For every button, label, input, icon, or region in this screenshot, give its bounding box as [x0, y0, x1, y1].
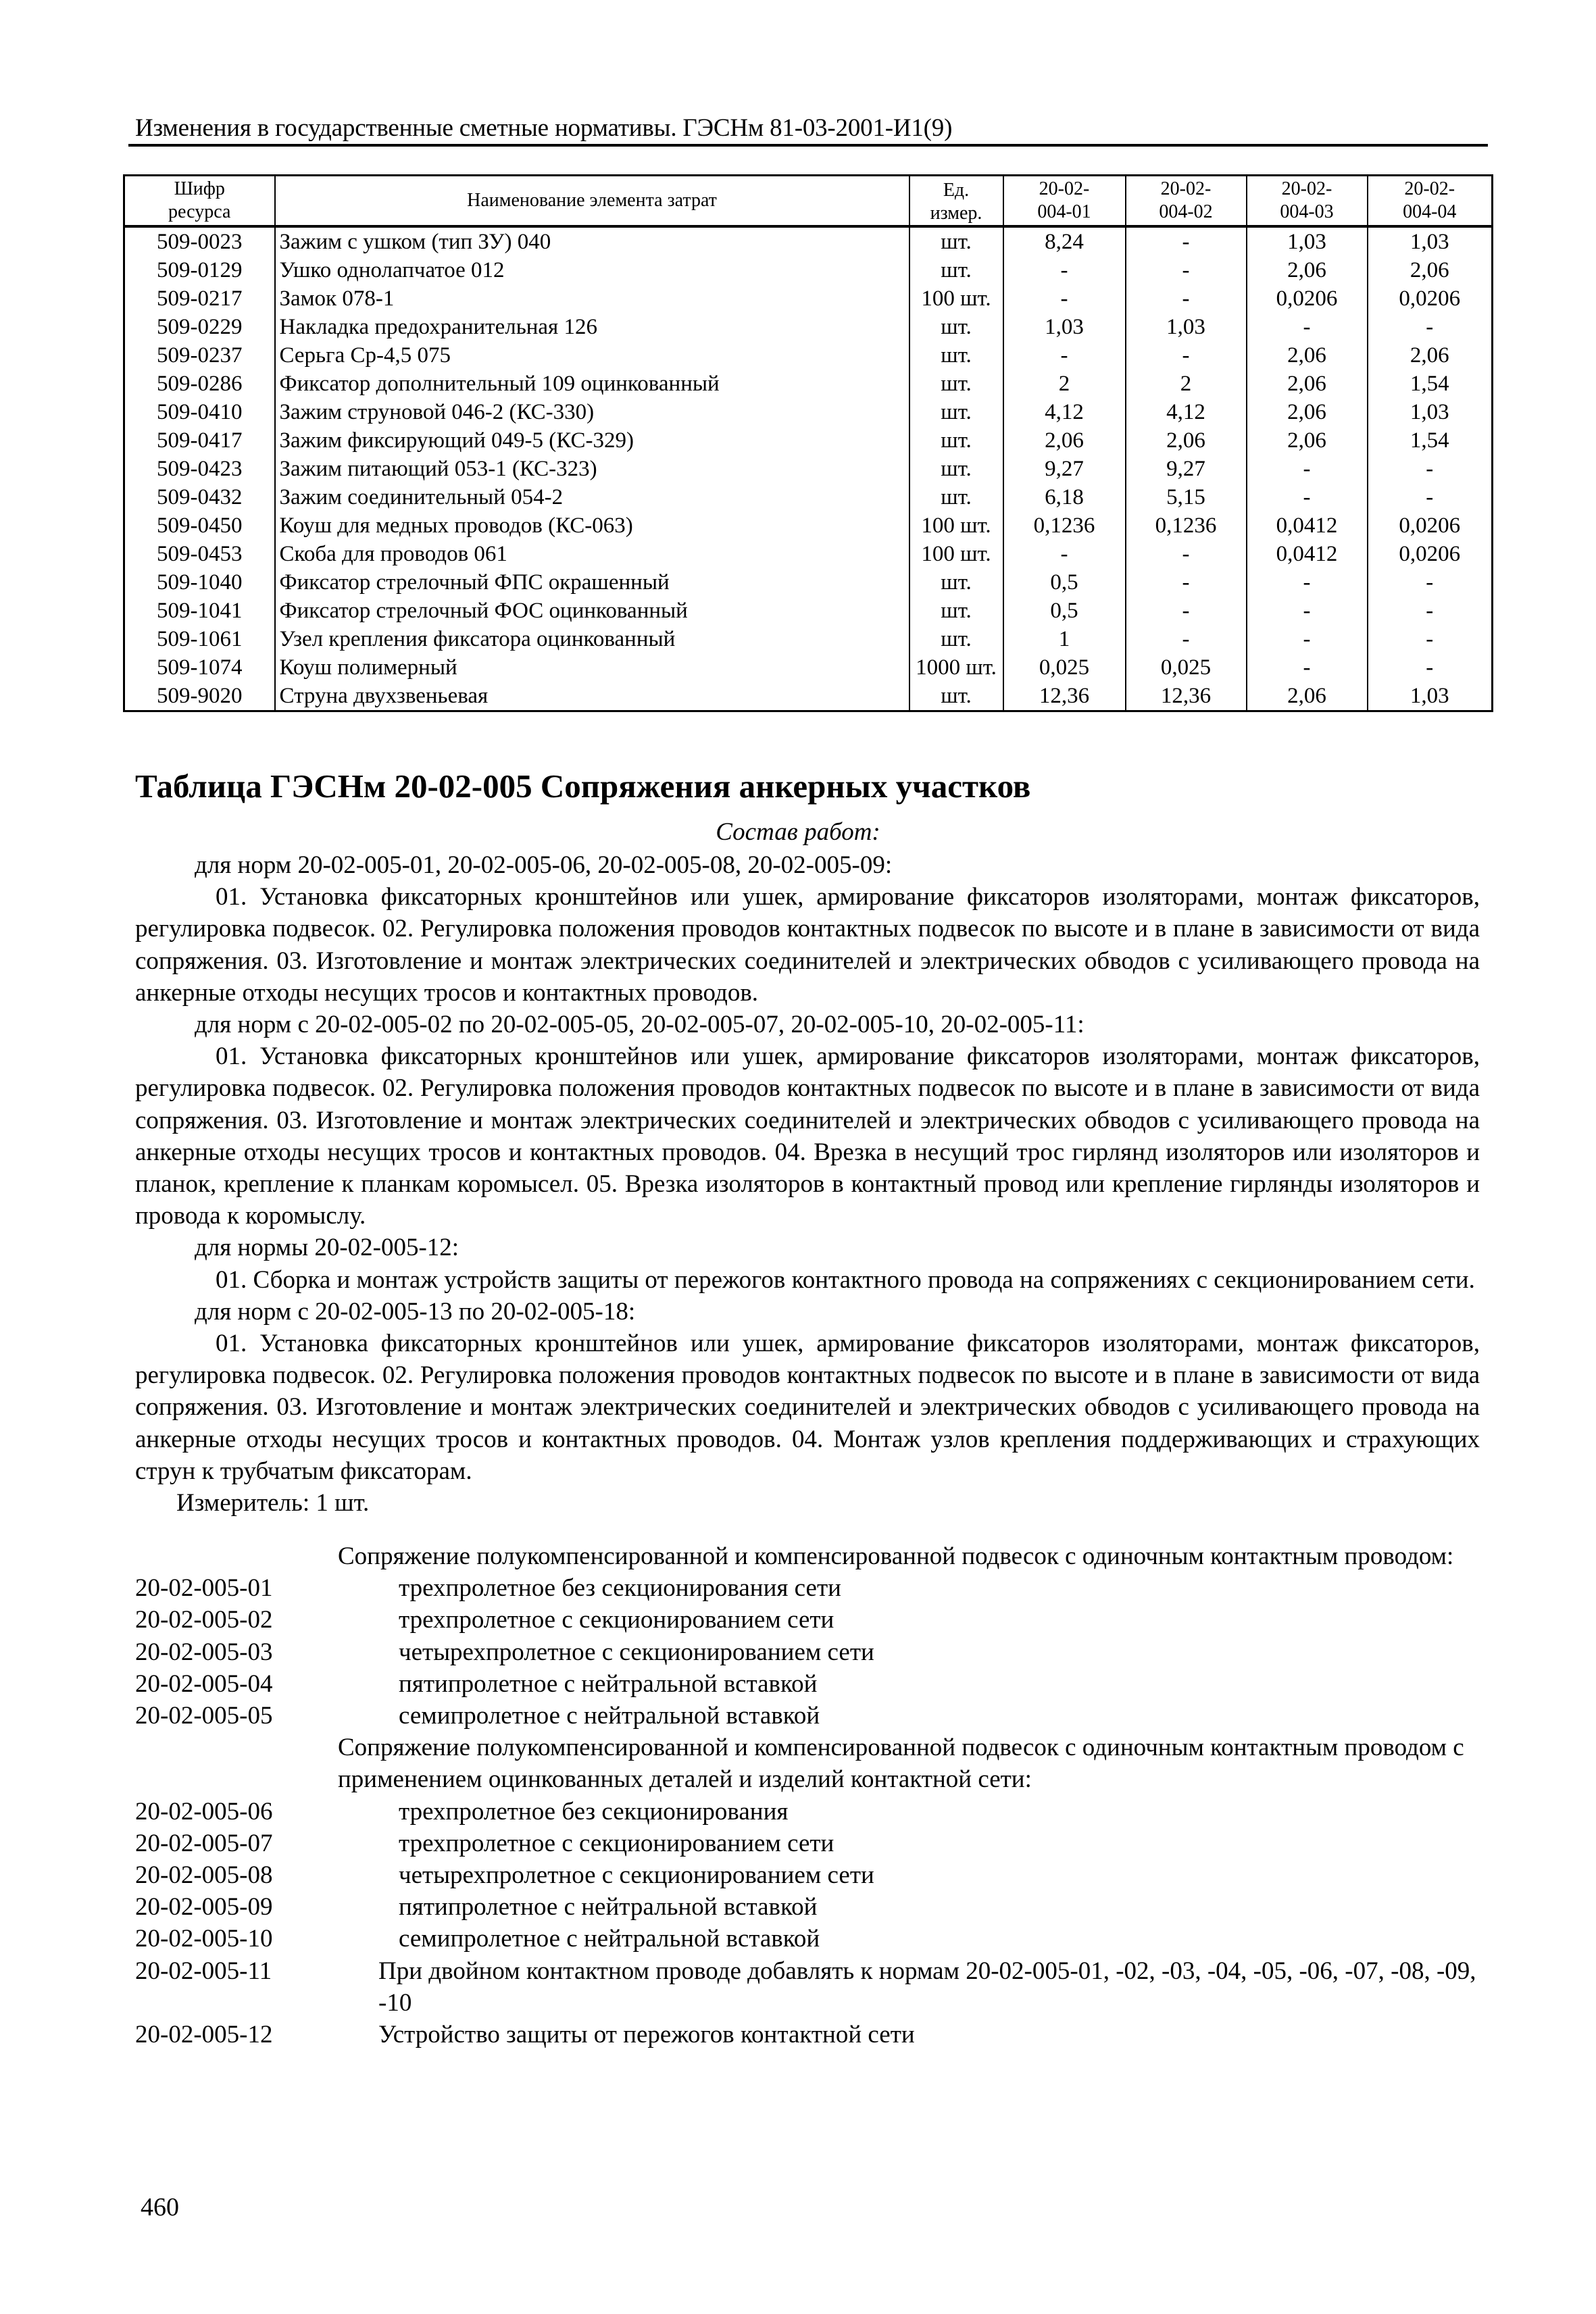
value-004-03: -: [1247, 313, 1368, 341]
table-row: [124, 682, 1493, 711]
norm-item: [135, 1700, 1480, 1732]
norm-item: [135, 1796, 1480, 1828]
value-004-04: -: [1368, 653, 1493, 682]
page-number: 460: [141, 2193, 179, 2221]
value-004-03: -: [1247, 455, 1368, 483]
value-004-03: 2,06: [1247, 256, 1368, 284]
resource-name: Коуш для медных проводов (КС-063): [275, 511, 909, 540]
value-004-01: 8,24: [1003, 226, 1126, 256]
value-004-03: -: [1247, 568, 1368, 597]
norm-scope: для норм с 20-02-005-13 по 20-02-005-18:: [195, 1297, 636, 1326]
resource-unit: 100 шт.: [909, 540, 1003, 568]
value-004-04: -: [1368, 455, 1493, 483]
work-description: 01. Сборка и монтаж устройств защиты от пережогов контактного провода на сопряжениях с секционированием сети.: [216, 1265, 1475, 1294]
value-004-02: -: [1126, 568, 1247, 597]
norm-code: 20-02-005-10: [135, 1925, 273, 1953]
norm-description: четырехпролетное с секционированием сети: [399, 1861, 874, 1890]
resource-name: Зажим фиксирующий 049-5 (КС-329): [275, 426, 909, 455]
value-004-01: 9,27: [1003, 455, 1126, 483]
resource-name: Зажим струновой 046-2 (КС-330): [275, 398, 909, 426]
table-row: [124, 398, 1493, 426]
col-header-004-01: 20-02- 004-01: [1003, 176, 1126, 227]
resource-name: Зажим с ушком (тип ЗУ) 040: [275, 226, 909, 256]
col-header-004-02: 20-02- 004-02: [1126, 176, 1247, 227]
value-004-02: -: [1126, 256, 1247, 284]
resource-unit: шт.: [909, 483, 1003, 511]
resource-name: Фиксатор стрелочный ФОС оцинкованный: [275, 597, 909, 625]
value-004-02: 5,15: [1126, 483, 1247, 511]
norm-description: пятипролетное с нейтральной вставкой: [399, 1669, 818, 1698]
table-row: [124, 483, 1493, 511]
norm-code: 20-02-005-02: [135, 1606, 273, 1634]
work-description: 01. Установка фиксаторных кронштейнов или ушек, армирование фиксаторов изоляторами, монтаж фиксаторов, регулировка подвесок. 02. Регулировка положения проводов контактных подвесок по высоте и в плане в зависимости от вида сопряжения. 03. Изготовление и монтаж электрических соединителей и электрических обводов с усиливающего провода на анкерные отходы несущих тросов и контактных проводов. 04. Врезка в несущий трос гирлянд изоляторов или изоляторов и планок, крепление к планкам коромысел. 05. Врезка изоляторов в контактный провод или крепление гирлянды изоляторов и провода к коромыслу.: [135, 1042, 1480, 1230]
value-004-02: -: [1126, 625, 1247, 653]
value-004-01: 1,03: [1003, 313, 1126, 341]
value-004-01: 0,5: [1003, 568, 1126, 597]
norm-code: 20-02-005-04: [135, 1669, 273, 1698]
norm-description: семипролетное с нейтральной вставкой: [399, 1925, 820, 1953]
value-004-04: -: [1368, 483, 1493, 511]
value-004-04: -: [1368, 313, 1493, 341]
norm-description: При двойном контактном проводе добавлять к нормам 20-02-005-01, -02, -03, -04, -05, -06, -07, -08, -09, -10: [378, 1957, 1476, 2017]
value-004-02: 0,025: [1126, 653, 1247, 682]
value-004-04: 2,06: [1368, 341, 1493, 370]
resource-code: 509-0432: [124, 483, 275, 511]
norm-code: 20-02-005-08: [135, 1861, 273, 1890]
norm-scope: для норм 20-02-005-01, 20-02-005-06, 20-02-005-08, 20-02-005-09:: [195, 851, 893, 879]
table-row: [124, 284, 1493, 313]
resource-code: 509-1061: [124, 625, 275, 653]
resource-code: 509-0023: [124, 226, 275, 256]
table-row: [124, 653, 1493, 682]
value-004-03: 2,06: [1247, 398, 1368, 426]
section-subtitle: Состав работ:: [716, 818, 880, 846]
resource-name: Зажим соединительный 054-2: [275, 483, 909, 511]
norm-description: трехпролетное с секционированием сети: [399, 1606, 834, 1634]
value-004-01: -: [1003, 284, 1126, 313]
value-004-04: 1,54: [1368, 370, 1493, 398]
value-004-02: 2,06: [1126, 426, 1247, 455]
value-004-01: -: [1003, 540, 1126, 568]
value-004-04: 1,54: [1368, 426, 1493, 455]
resource-unit: шт.: [909, 682, 1003, 711]
resource-unit: шт.: [909, 455, 1003, 483]
resource-code: 509-0410: [124, 398, 275, 426]
resource-code: 509-0286: [124, 370, 275, 398]
resource-code: 509-0423: [124, 455, 275, 483]
value-004-03: 2,06: [1247, 426, 1368, 455]
value-004-01: 1: [1003, 625, 1126, 653]
table-row: [124, 540, 1493, 568]
norm-code: 20-02-005-12: [135, 2021, 273, 2049]
resource-code: 509-0417: [124, 426, 275, 455]
value-004-02: -: [1126, 226, 1247, 256]
value-004-02: -: [1126, 597, 1247, 625]
norm-list: [135, 1540, 1480, 2051]
work-composition: [135, 849, 1480, 1519]
resource-name: Скоба для проводов 061: [275, 540, 909, 568]
norm-description: Устройство защиты от пережогов контактной сети: [378, 2021, 915, 2049]
norm-item: [135, 1828, 1480, 1859]
value-004-03: 2,06: [1247, 370, 1368, 398]
resource-code: 509-1040: [124, 568, 275, 597]
resource-unit: шт.: [909, 370, 1003, 398]
value-004-04: 1,03: [1368, 682, 1493, 711]
resource-unit: шт.: [909, 625, 1003, 653]
resource-code: 509-0453: [124, 540, 275, 568]
norm-code: 20-02-005-09: [135, 1893, 273, 1921]
value-004-04: -: [1368, 597, 1493, 625]
value-004-03: 2,06: [1247, 341, 1368, 370]
table-row: [124, 341, 1493, 370]
resource-unit: 100 шт.: [909, 511, 1003, 540]
table-row: [124, 511, 1493, 540]
value-004-01: 0,5: [1003, 597, 1126, 625]
value-004-02: 2: [1126, 370, 1247, 398]
resource-code: 509-1074: [124, 653, 275, 682]
table-row: [124, 370, 1493, 398]
table-row: [124, 256, 1493, 284]
norm-code: 20-02-005-01: [135, 1574, 273, 1603]
table-header-row: [124, 176, 1493, 227]
resource-unit: шт.: [909, 398, 1003, 426]
norm-code: 20-02-005-05: [135, 1702, 273, 1730]
table-row: [124, 455, 1493, 483]
running-header: Изменения в государственные сметные нормативы. ГЭСНм 81-03-2001-И1(9): [135, 114, 953, 142]
header-rule: [128, 144, 1488, 147]
norm-description: трехпролетное без секционирования сети: [399, 1574, 841, 1603]
value-004-03: -: [1247, 625, 1368, 653]
norm-item: [135, 1604, 1480, 1636]
work-description: 01. Установка фиксаторных кронштейнов или ушек, армирование фиксаторов изоляторами, монтаж фиксаторов, регулировка подвесок. 02. Регулировка положения проводов контактных подвесок по высоте и в плане в зависимости от вида сопряжения. 03. Изготовление и монтаж электрических соединителей и электрических обводов с усиливающего провода на анкерные отходы несущих тросов и контактных проводов.: [135, 883, 1480, 1007]
value-004-02: -: [1126, 341, 1247, 370]
value-004-04: 2,06: [1368, 256, 1493, 284]
resource-name: Зажим питающий 053-1 (КС-323): [275, 455, 909, 483]
norm-scope: для нормы 20-02-005-12:: [195, 1234, 459, 1262]
norm-item: [135, 1572, 1480, 1604]
resource-name: Коуш полимерный: [275, 653, 909, 682]
value-004-01: -: [1003, 256, 1126, 284]
value-004-03: 0,0412: [1247, 511, 1368, 540]
resource-code: 509-9020: [124, 682, 275, 711]
norm-code: 20-02-005-07: [135, 1829, 273, 1857]
value-004-02: -: [1126, 540, 1247, 568]
norm-item: [135, 1891, 1480, 1923]
resource-name: Серьга Ср-4,5 075: [275, 341, 909, 370]
resource-name: Струна двухзвеньевая: [275, 682, 909, 711]
group-title: Сопряжение полукомпенсированной и компенсированной подвесок с одиночным контактным проводом с применением оцинкованных деталей и изделий контактной сети:: [338, 1734, 1464, 1794]
col-header-unit: Ед. измер.: [909, 176, 1003, 227]
norm-item: [135, 2019, 1480, 2051]
section-title: Таблица ГЭСНм 20-02-005 Сопряжения анкерных участков: [135, 768, 1031, 805]
value-004-03: -: [1247, 653, 1368, 682]
norm-item: [135, 1923, 1480, 1955]
norm-item: [135, 1859, 1480, 1891]
value-004-01: 6,18: [1003, 483, 1126, 511]
table-row: [124, 625, 1493, 653]
value-004-01: 12,36: [1003, 682, 1126, 711]
resource-name: Замок 078-1: [275, 284, 909, 313]
resource-name: Узел крепления фиксатора оцинкованный: [275, 625, 909, 653]
value-004-02: 0,1236: [1126, 511, 1247, 540]
norm-code: 20-02-005-03: [135, 1638, 273, 1666]
resource-code: 509-0217: [124, 284, 275, 313]
resource-name: Ушко однолапчатое 012: [275, 256, 909, 284]
norm-description: четырехпролетное с секционированием сети: [399, 1638, 874, 1666]
norm-item: [135, 1668, 1480, 1700]
value-004-03: -: [1247, 597, 1368, 625]
value-004-02: 4,12: [1126, 398, 1247, 426]
resource-name: Накладка предохранительная 126: [275, 313, 909, 341]
norm-code: 20-02-005-06: [135, 1797, 273, 1826]
value-004-04: 1,03: [1368, 226, 1493, 256]
measure-unit: Измеритель: 1 шт.: [176, 1489, 370, 1517]
resource-code: 509-0129: [124, 256, 275, 284]
norm-code: 20-02-005-11: [135, 1957, 272, 1985]
col-header-004-03: 20-02- 004-03: [1247, 176, 1368, 227]
resource-code: 509-0237: [124, 341, 275, 370]
resource-unit: шт.: [909, 568, 1003, 597]
value-004-02: -: [1126, 284, 1247, 313]
value-004-02: 12,36: [1126, 682, 1247, 711]
table-row: [124, 226, 1493, 256]
value-004-01: -: [1003, 341, 1126, 370]
resource-unit: 1000 шт.: [909, 653, 1003, 682]
value-004-01: 0,025: [1003, 653, 1126, 682]
norm-scope: для норм с 20-02-005-02 по 20-02-005-05, 20-02-005-07, 20-02-005-10, 20-02-005-11:: [195, 1011, 1084, 1039]
col-header-004-04: 20-02- 004-04: [1368, 176, 1493, 227]
value-004-04: -: [1368, 568, 1493, 597]
resource-unit: 100 шт.: [909, 284, 1003, 313]
norm-description: семипролетное с нейтральной вставкой: [399, 1702, 820, 1730]
resource-unit: шт.: [909, 226, 1003, 256]
value-004-01: 2: [1003, 370, 1126, 398]
norm-description: трехпролетное без секционирования: [399, 1797, 789, 1826]
table-row: [124, 313, 1493, 341]
value-004-01: 4,12: [1003, 398, 1126, 426]
value-004-04: -: [1368, 625, 1493, 653]
value-004-01: 2,06: [1003, 426, 1126, 455]
norm-description: трехпролетное с секционированием сети: [399, 1829, 834, 1857]
resource-unit: шт.: [909, 341, 1003, 370]
table-row: [124, 568, 1493, 597]
resource-code: 509-0450: [124, 511, 275, 540]
resource-unit: шт.: [909, 597, 1003, 625]
resource-code: 509-0229: [124, 313, 275, 341]
norm-item: [135, 1955, 1480, 2019]
value-004-03: 2,06: [1247, 682, 1368, 711]
resource-name: Фиксатор дополнительный 109 оцинкованный: [275, 370, 909, 398]
work-description: 01. Установка фиксаторных кронштейнов или ушек, армирование фиксаторов изоляторами, монтаж фиксаторов, регулировка подвесок. 02. Регулировка положения проводов контактных подвесок по высоте и в плане в зависимости от вида сопряжения. 03. Изготовление и монтаж электрических соединителей и электрических обводов с усиливающего провода на анкерные отходы несущих тросов и контактных проводов. 04. Монтаж узлов крепления поддерживающих и страхующих струн к трубчатым фиксаторам.: [135, 1330, 1480, 1485]
resource-table: [123, 174, 1493, 712]
value-004-04: 0,0206: [1368, 511, 1493, 540]
value-004-04: 0,0206: [1368, 540, 1493, 568]
group-title: Сопряжение полукомпенсированной и компенсированной подвесок с одиночным контактным проводом:: [338, 1542, 1454, 1570]
table-row: [124, 597, 1493, 625]
value-004-04: 0,0206: [1368, 284, 1493, 313]
value-004-03: 0,0412: [1247, 540, 1368, 568]
resource-unit: шт.: [909, 256, 1003, 284]
value-004-02: 9,27: [1126, 455, 1247, 483]
resource-name: Фиксатор стрелочный ФПС окрашенный: [275, 568, 909, 597]
value-004-03: 1,03: [1247, 226, 1368, 256]
value-004-03: 0,0206: [1247, 284, 1368, 313]
resource-code: 509-1041: [124, 597, 275, 625]
col-header-code: Шифр ресурса: [124, 176, 275, 227]
table-row: [124, 426, 1493, 455]
value-004-03: -: [1247, 483, 1368, 511]
resource-unit: шт.: [909, 426, 1003, 455]
value-004-01: 0,1236: [1003, 511, 1126, 540]
norm-item: [135, 1636, 1480, 1668]
norm-description: пятипролетное с нейтральной вставкой: [399, 1893, 818, 1921]
value-004-02: 1,03: [1126, 313, 1247, 341]
resource-unit: шт.: [909, 313, 1003, 341]
col-header-name: Наименование элемента затрат: [275, 176, 909, 227]
value-004-04: 1,03: [1368, 398, 1493, 426]
